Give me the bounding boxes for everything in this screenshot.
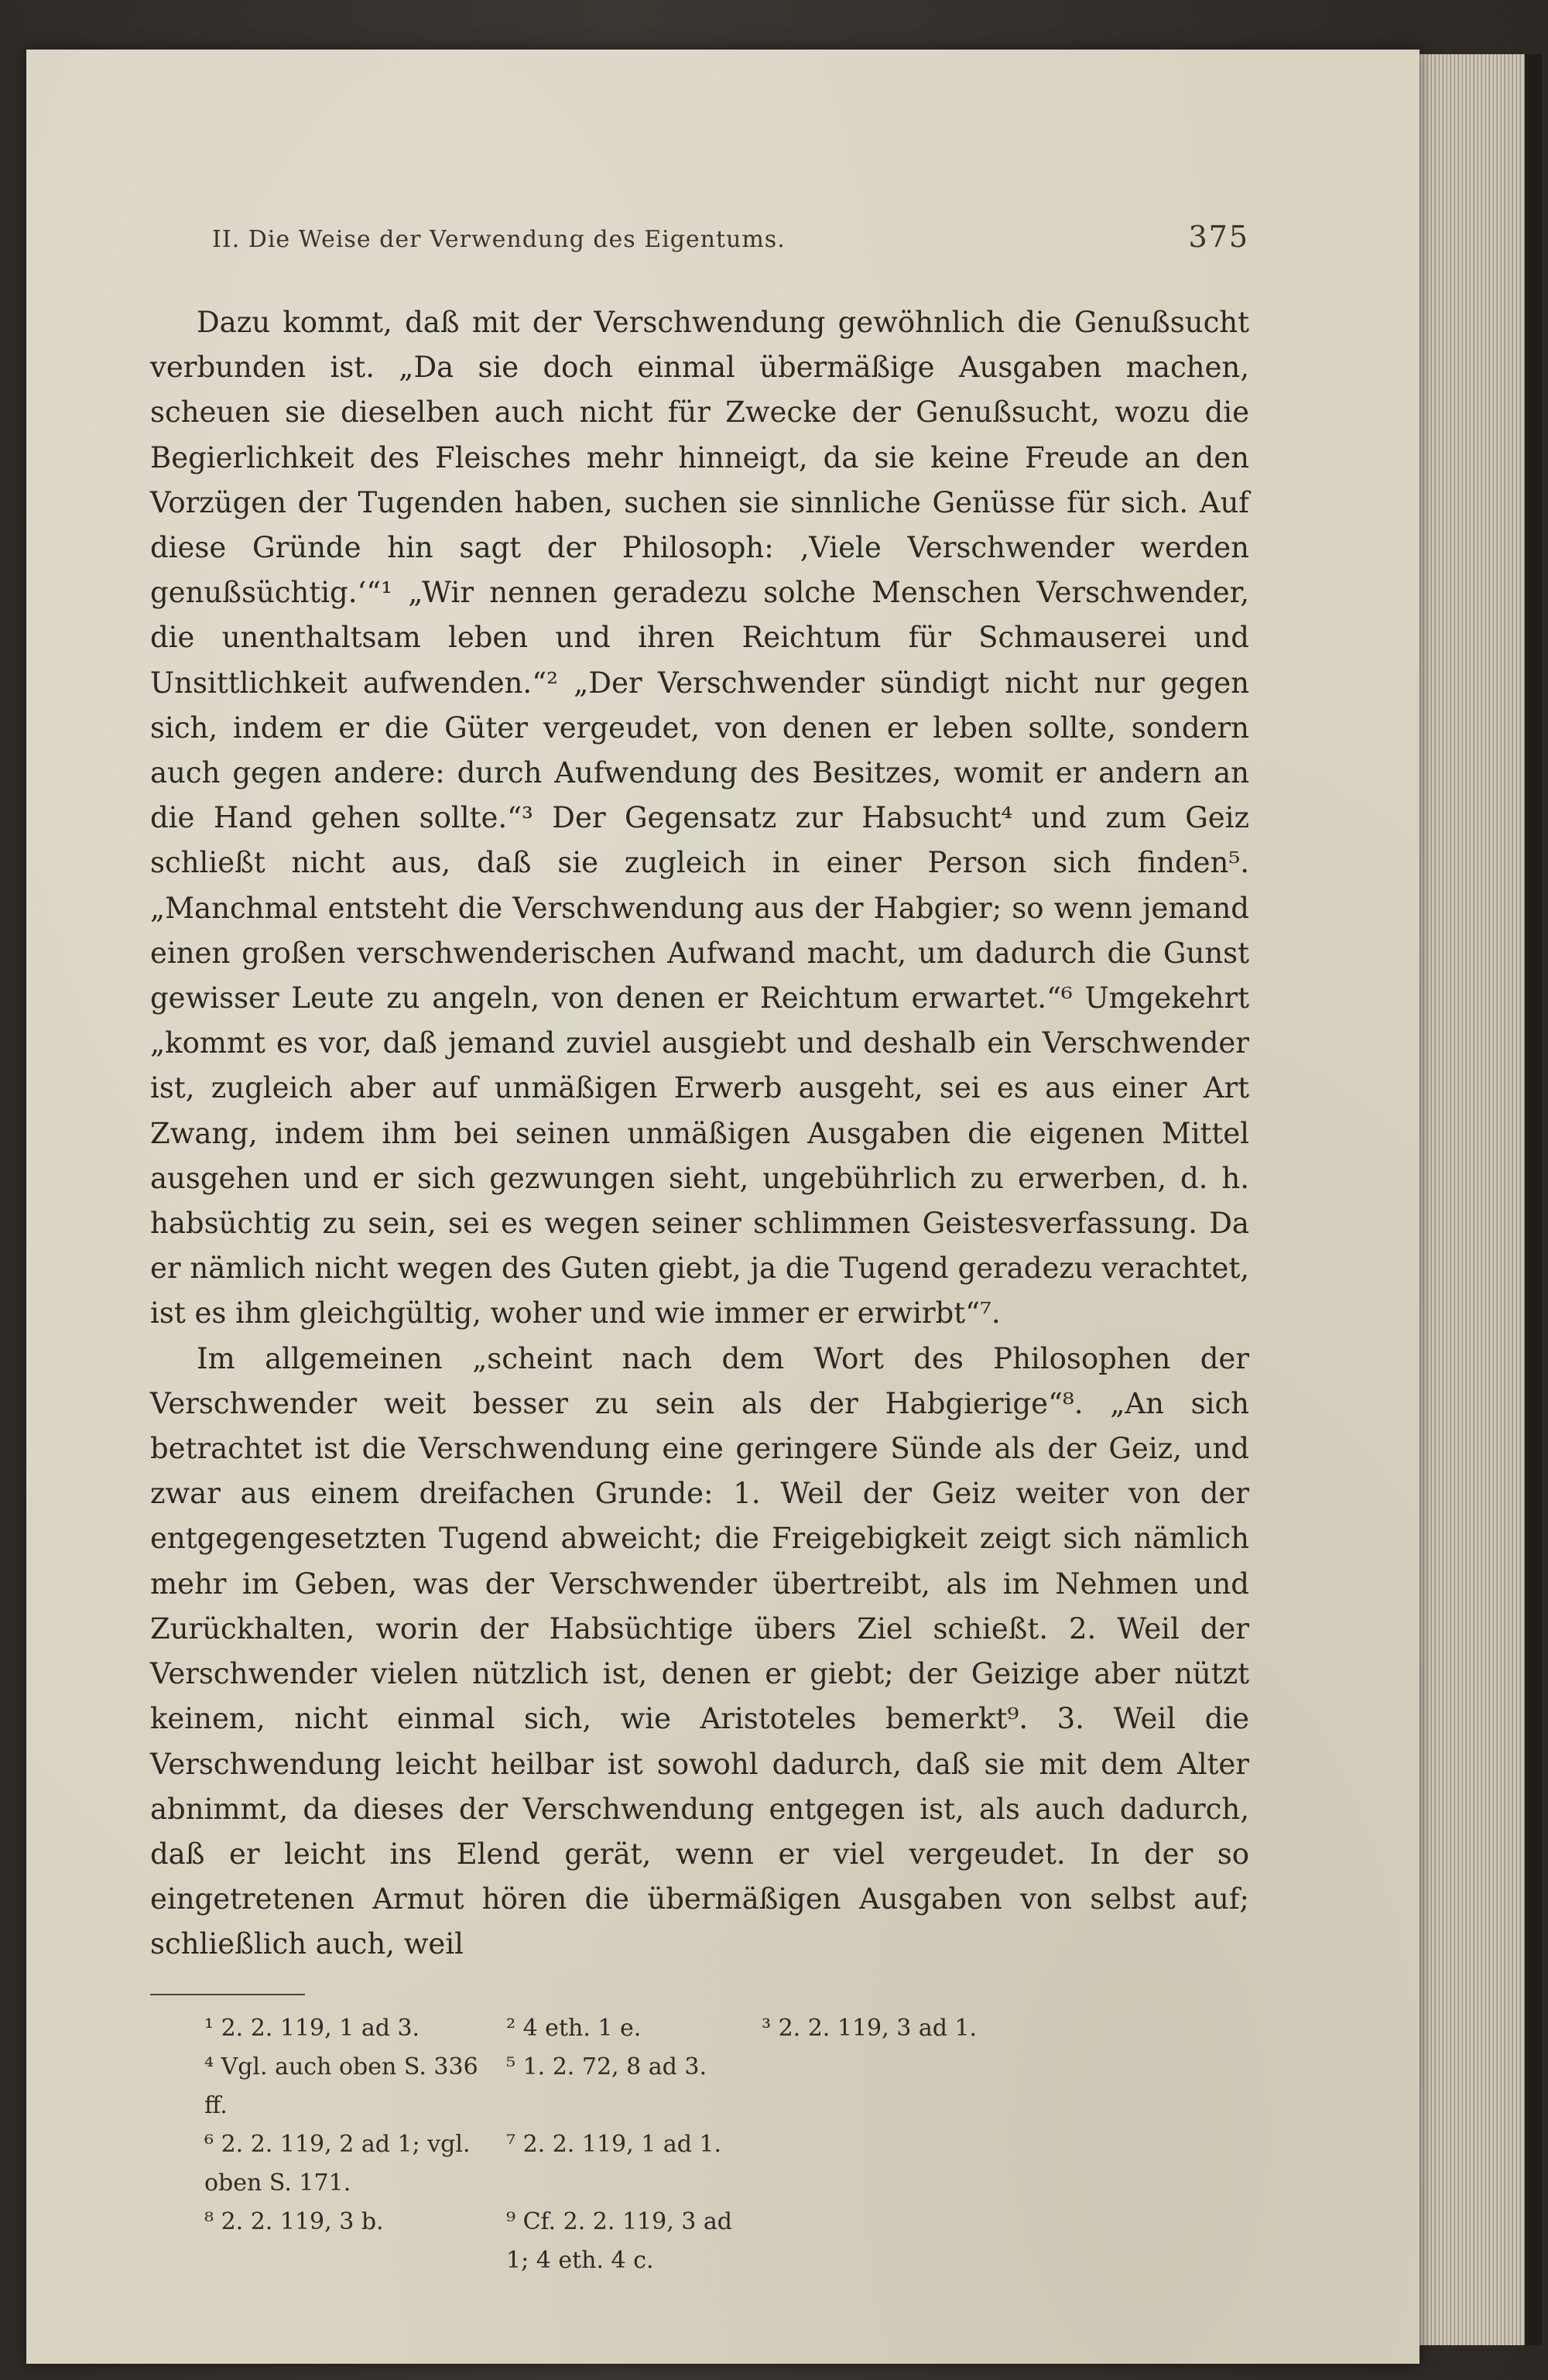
footnote [762, 2125, 1087, 2203]
page-number: 375 [1188, 220, 1249, 254]
footnote-rule [150, 1994, 305, 1995]
body-paragraph: Im allgemeinen „scheint nach dem Wort des Philosophen der Verschwender weit besser zu sein als der Habgierige“⁸. „An sich betrachtet ist die Verschwendung eine geringere Sünde als der Geiz, und zwar aus einem dreifachen Grunde: 1. Weil der Geiz weiter von der entgegengesetzten Tugend abweicht; die Freigebigkeit zeigt sich nämlich mehr im Geben, was der Verschwender übertreibt, als im Nehmen und Zurückhalten, worin der Habsüchtige übers Ziel schießt. 2. Weil der Verschwender vielen nützlich ist, denen er giebt; der Geizige aber nützt keinem, nicht einmal sich, wie Aristoteles bemerkt⁹. 3. Weil die Verschwendung leicht heilbar ist sowohl dadurch, daß sie mit dem Alter abnimmt, da dieses der Verschwendung entgegen ist, als auch dadurch, daß er leicht ins Elend gerät, wenn er viel vergeudet. In der so eingetretenen Armut hören die übermäßigen Ausgaben von selbst auf; schließlich auch, weil [150, 1341, 1249, 1961]
footnote: ⁹ Cf. 2. 2. 119, 3 ad 1; 4 eth. 4 c. [506, 2207, 732, 2274]
footnote-row [204, 2009, 1249, 2048]
running-header [150, 220, 1249, 254]
footnote [762, 2048, 1087, 2125]
page-content [150, 220, 1249, 2280]
footnote [762, 2203, 1087, 2280]
book-page [26, 50, 1420, 2364]
running-title: II. Die Weise der Verwendung des Eigentums. [212, 226, 786, 253]
footnotes [150, 2009, 1249, 2280]
footnote: ⁷ 2. 2. 119, 1 ad 1. [506, 2130, 722, 2158]
body-paragraph: Dazu kommt, daß mit der Verschwendung gewöhnlich die Genußsucht verbunden ist. „Da sie doch einmal übermäßige Ausgaben machen, scheuen sie dieselben auch nicht für Zwecke der Genußsucht, wozu die Begierlichkeit des Fleisches mehr hinneigt, da sie keine Freude an den Vorzügen der Tugenden haben, suchen sie sinnliche Genüsse für sich. Auf diese Gründe hin sagt der Philosoph: ‚Viele Verschwender werden genußsüchtig.‘“¹ „Wir nennen geradezu solche Menschen Verschwender, die unenthaltsam leben und ihren Reichtum für Schmauserei und Unsittlichkeit aufwenden.“² „Der Verschwender sündigt nicht nur gegen sich, indem er die Güter vergeudet, von denen er leben sollte, sondern auch gegen andere: durch Aufwendung des Besitzes, womit er andern an die Hand gehen sollte.“³ Der Gegensatz zur Habsucht⁴ und zum Geiz schließt nicht aus, daß sie zugleich in einer Person sich finden⁵. „Manchmal entsteht die Verschwendung aus der Habgier; so wenn jemand einen großen verschwenderischen Aufwand macht, um dadurch die Gunst gewisser Leute zu angeln, von denen er Reichtum erwartet.“⁶ Umgekehrt „kommt es vor, daß jemand zuviel ausgiebt und deshalb ein Verschwender ist, zugleich aber auf unmäßigen Erwerb ausgeht, sei es aus einer Art Zwang, indem ihm bei seinen unmäßigen Ausgaben die eigenen Mittel ausgehen und er sich gezwungen sieht, ungebührlich zu erwerben, d. h. habsüchtig zu sein, sei es wegen seiner schlimmen Geistesverfassung. Da er nämlich nicht wegen des Guten giebt, ja die Tugend geradezu verachtet, ist es ihm gleichgültig, woher und wie immer er erwirbt“⁷. [150, 306, 1249, 1330]
footnote: ⁴ Vgl. auch oben S. 336 ff. [204, 2053, 478, 2119]
footnote-row [204, 2125, 1249, 2203]
footnote: ⁶ 2. 2. 119, 2 ad 1; vgl. oben S. 171. [204, 2130, 471, 2197]
footnote-row [204, 2203, 1249, 2280]
footnote: ⁸ 2. 2. 119, 3 b. [204, 2207, 384, 2235]
footnote: ² 4 eth. 1 e. [506, 2014, 642, 2042]
footnote: ¹ 2. 2. 119, 1 ad 3. [204, 2014, 420, 2042]
footnote-row [204, 2048, 1249, 2125]
footnote: ³ 2. 2. 119, 3 ad 1. [762, 2014, 978, 2042]
footnote: ⁵ 1. 2. 72, 8 ad 3. [506, 2053, 707, 2080]
